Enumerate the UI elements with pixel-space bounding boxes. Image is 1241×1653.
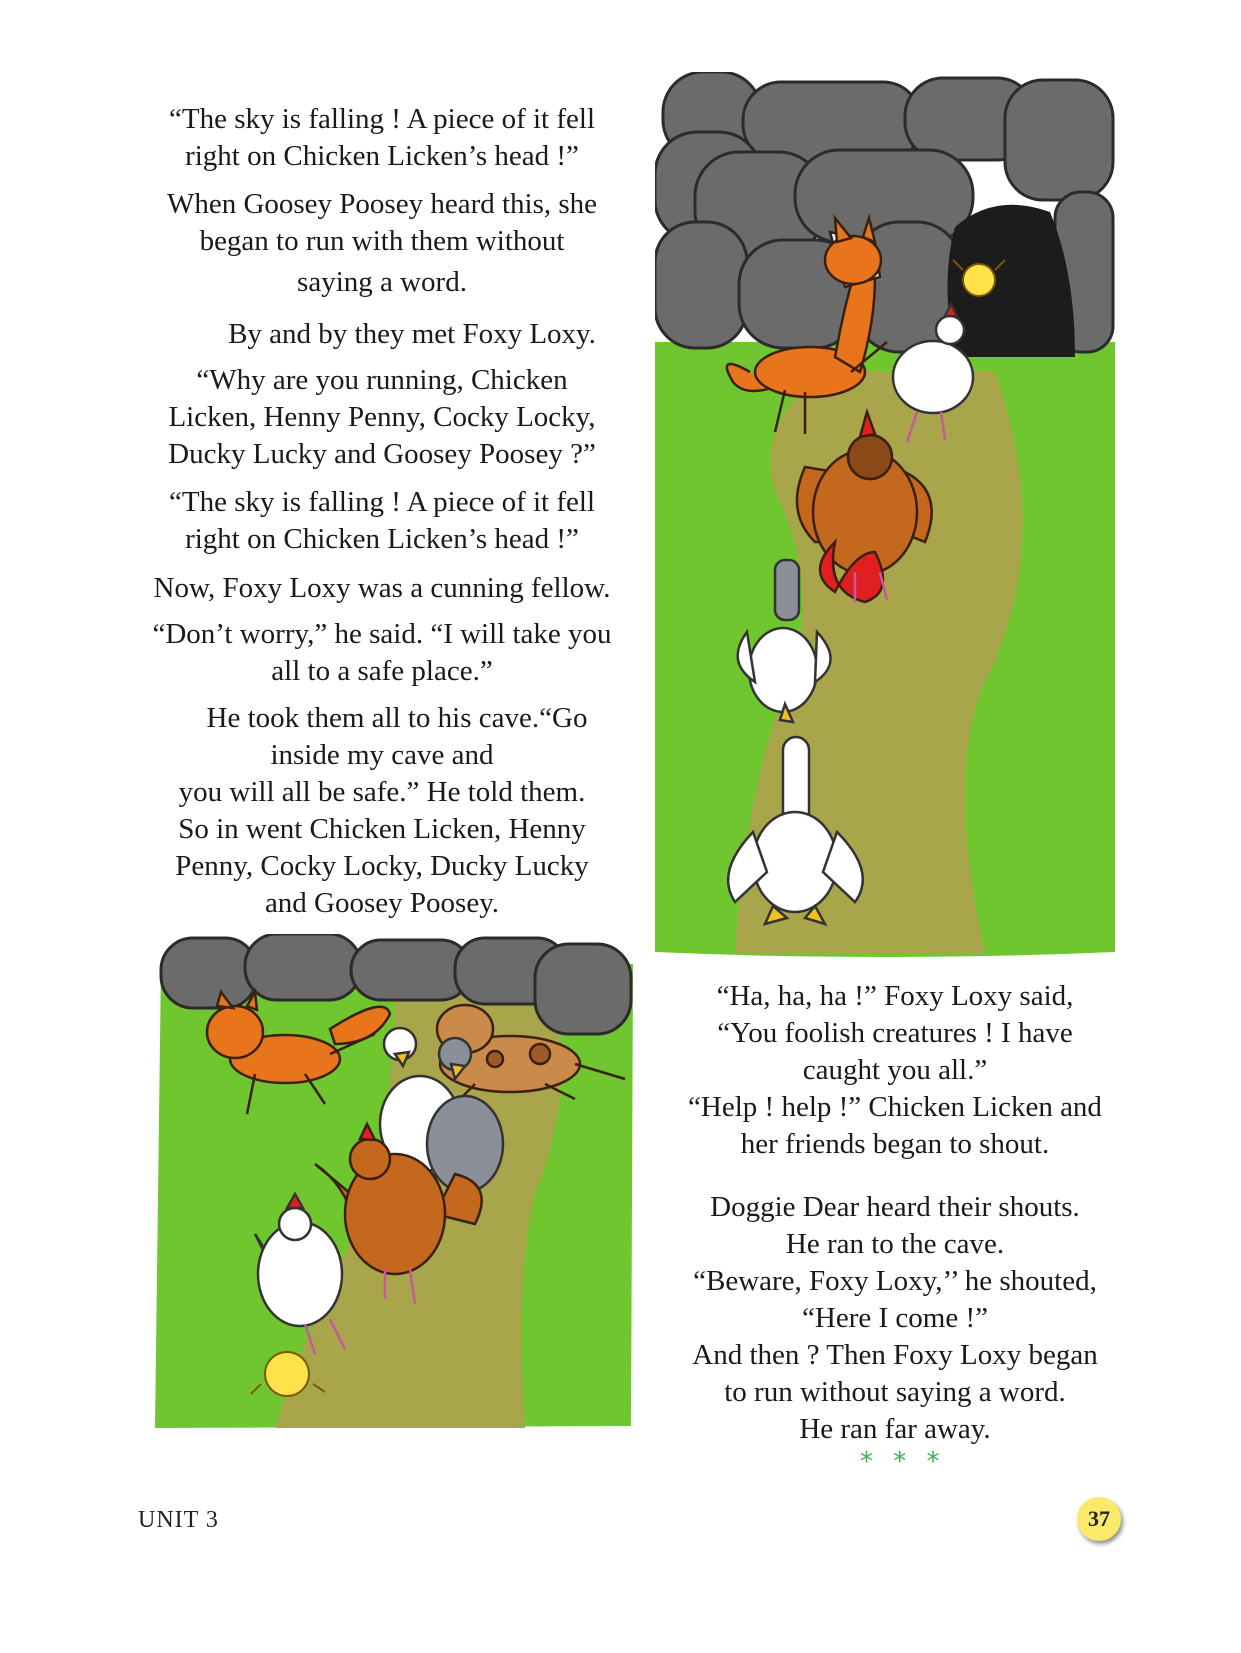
story-line: Licken, Henny Penny, Cocky Locky, — [168, 401, 596, 433]
unit-label: UNIT 3 — [138, 1507, 219, 1533]
story-paragraph — [122, 570, 642, 607]
story-line: Penny, Cocky Locky, Ducky Lucky — [175, 850, 589, 882]
story-line: “Don’t worry,” he said. “I will take you — [152, 618, 612, 650]
story-line: “You foolish creatures ! I have — [717, 1017, 1073, 1049]
story-line: her friends began to shout. — [740, 1128, 1050, 1160]
story-line: right on Chicken Licken’s head !” — [185, 140, 579, 172]
story-line: And then ? Then Foxy Loxy began — [692, 1339, 1098, 1371]
story-paragraph — [122, 101, 642, 175]
story-paragraph — [660, 1189, 1130, 1448]
story-line: right on Chicken Licken’s head !” — [185, 523, 579, 555]
story-line: “The sky is falling ! A piece of it fell — [168, 486, 596, 518]
page-number-badge: 37 — [1077, 1497, 1121, 1541]
story-line: “The sky is falling ! A piece of it fell — [168, 103, 596, 135]
story-line: inside my cave and — [270, 739, 494, 771]
story-line: “Why are you running, Chicken — [196, 364, 568, 396]
cave-illustration-art — [655, 72, 1115, 958]
story-line: Doggie Dear heard their shouts. — [710, 1191, 1080, 1223]
story-line: “Beware, Foxy Loxy,’’ he shouted, — [693, 1265, 1097, 1297]
story-line: “Help ! help !” Chicken Licken and — [688, 1091, 1102, 1123]
story-line: saying a word. — [297, 266, 467, 298]
story-line: began to run with them without — [199, 225, 565, 257]
end-stars: * * * — [860, 1447, 946, 1477]
story-paragraph — [122, 186, 642, 301]
story-line: Now, Foxy Loxy was a cunning fellow. — [153, 572, 611, 604]
story-line: When Goosey Poosey heard this, she — [166, 188, 598, 220]
chase-illustration-art — [155, 934, 635, 1434]
story-line: By and by they met Foxy Loxy. — [228, 318, 596, 350]
story-line: all to a safe place.” — [271, 655, 493, 687]
story-line: to run without saying a word. — [724, 1376, 1066, 1408]
story-paragraph — [122, 616, 642, 690]
cave-illustration — [655, 72, 1115, 958]
story-line: Ducky Lucky and Goosey Poosey ?” — [168, 438, 596, 470]
story-paragraph — [122, 362, 642, 473]
story-paragraph — [152, 316, 672, 353]
story-line: “Here I come !” — [802, 1302, 988, 1334]
story-line: So in went Chicken Licken, Henny — [178, 813, 586, 845]
story-line: caught you all.” — [802, 1054, 988, 1086]
story-line: “Ha, ha, ha !” Foxy Loxy said, — [716, 980, 1074, 1012]
story-line: and Goosey Poosey. — [264, 887, 500, 919]
story-line: He took them all to his cave.“Go — [206, 702, 588, 734]
story-line: you will all be safe.” He told them. — [178, 776, 586, 808]
story-paragraph — [122, 484, 642, 558]
story-line: He ran to the cave. — [785, 1228, 1005, 1260]
story-paragraph — [660, 978, 1130, 1163]
story-line: He ran far away. — [799, 1413, 991, 1445]
story-paragraph — [122, 700, 642, 922]
chase-illustration — [155, 934, 635, 1434]
